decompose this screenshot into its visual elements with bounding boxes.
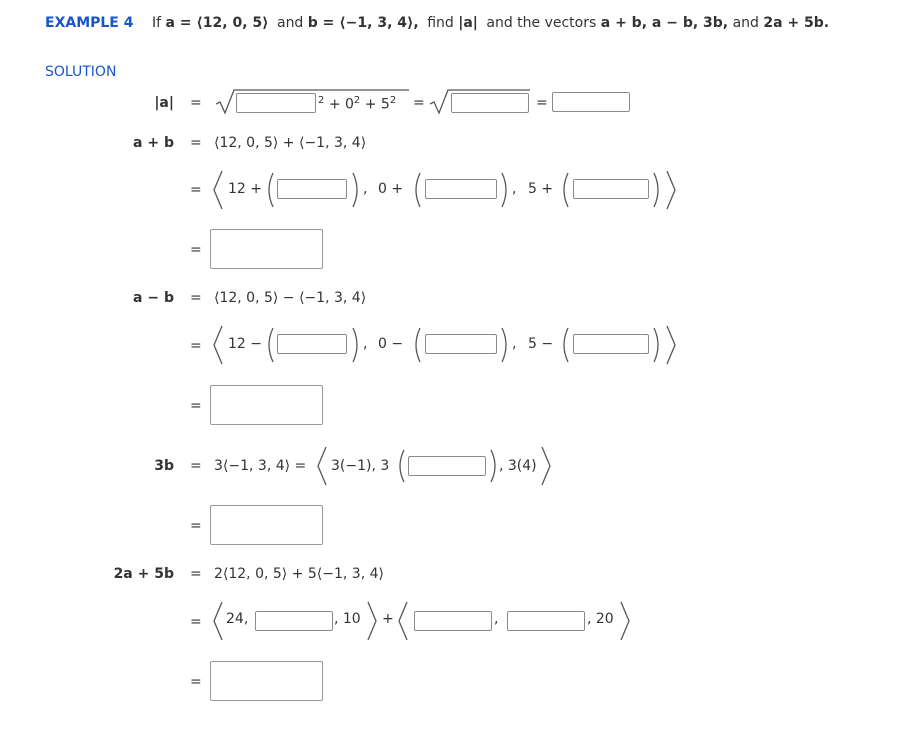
equals-sign: = (190, 518, 202, 534)
equals-sign: = (190, 95, 202, 111)
problem-prefix: If (151, 15, 161, 31)
comma: , (363, 336, 368, 352)
comma: , (512, 181, 517, 197)
left-paren (560, 172, 570, 208)
right-paren (652, 327, 662, 363)
three-b-part-2: , 3(4) (499, 458, 537, 474)
left-angle-bracket (212, 325, 224, 365)
left-angle-bracket (397, 601, 409, 641)
left-paren (265, 172, 275, 208)
norm-answer-box-3[interactable] (552, 92, 630, 112)
norm-a-text: |a| (458, 15, 478, 31)
plus-sign: + (382, 611, 394, 627)
a-minus-b-box-3[interactable] (573, 334, 649, 354)
right-angle-bracket (619, 601, 631, 641)
comma: , (512, 336, 517, 352)
two-a-five-b-expression: 2⟨12, 0, 5⟩ + 5⟨−1, 3, 4⟩ (214, 566, 384, 582)
equals-sign: = (190, 338, 202, 354)
equals-sign: = (190, 614, 202, 630)
a-plus-b-box-2[interactable] (425, 179, 497, 199)
right-angle-bracket (665, 325, 677, 365)
equals-sign-3: = (536, 95, 548, 111)
left-paren (560, 327, 570, 363)
equals-sign-2: = (413, 95, 425, 111)
three-b-part-1: 3(−1), 3 (331, 458, 390, 474)
equals-sign: = (190, 242, 202, 258)
norm-answer-box-2[interactable] (451, 93, 529, 113)
left-paren (412, 172, 422, 208)
a-plus-b-box-3[interactable] (573, 179, 649, 199)
right-paren (351, 327, 361, 363)
equals-sign: = (190, 182, 202, 198)
equals-sign: = (190, 674, 202, 690)
right-paren (500, 327, 510, 363)
right-angle-bracket (366, 601, 378, 641)
a-minus-b-expression: ⟨12, 0, 5⟩ − ⟨−1, 3, 4⟩ (214, 290, 367, 306)
right-angle-bracket (665, 170, 677, 210)
right-paren (489, 449, 499, 483)
three-b-label: 3b (154, 458, 174, 474)
right-paren (500, 172, 510, 208)
component-3-text: 5 + (528, 181, 554, 197)
left-angle-bracket (212, 601, 224, 641)
a-minus-b-result-box[interactable] (210, 385, 323, 425)
two-a-five-b-result-box[interactable] (210, 661, 323, 701)
and-text: and (276, 15, 304, 31)
left-paren (412, 327, 422, 363)
two-a-five-b-label: 2a + 5b (113, 566, 174, 582)
vector-2a-last: , 10 (334, 611, 361, 627)
norm-sum-text: $^2 + 0^2 + 5^2$ (318, 95, 397, 113)
left-paren (396, 449, 406, 483)
a-plus-b-label: a + b (133, 135, 174, 151)
norm-answer-box-1[interactable] (236, 93, 316, 113)
solution-label: SOLUTION (45, 64, 117, 80)
three-b-box[interactable] (408, 456, 486, 476)
comma: , (494, 611, 499, 627)
equals-sign: = (190, 135, 202, 151)
a-minus-b-box-2[interactable] (425, 334, 497, 354)
equals-sign: = (190, 398, 202, 414)
comma: , (363, 181, 368, 197)
vector-2a-first: 24, (226, 611, 249, 627)
a-plus-b-box-1[interactable] (277, 179, 347, 199)
vectors-text: and the vectors (486, 15, 597, 31)
norm-label: |a| (154, 95, 174, 111)
b-definition: b = ⟨−1, 3, 4⟩, (307, 15, 419, 31)
component-1-text: 12 + (228, 181, 262, 197)
component-1-text: 12 − (228, 336, 262, 352)
right-paren (351, 172, 361, 208)
and-text-2: and (732, 15, 759, 31)
a-minus-b-label: a − b (133, 290, 174, 306)
left-paren (265, 327, 275, 363)
example-label: EXAMPLE 4 (45, 15, 134, 31)
a-definition: a = ⟨12, 0, 5⟩ (165, 15, 269, 31)
right-paren (652, 172, 662, 208)
a-plus-b-result-box[interactable] (210, 229, 323, 269)
vector-5b-last: , 20 (587, 611, 614, 627)
a-plus-b-expression: ⟨12, 0, 5⟩ + ⟨−1, 3, 4⟩ (214, 135, 367, 151)
problem-statement (45, 15, 829, 31)
find-text: find (427, 15, 454, 31)
equals-sign: = (190, 290, 202, 306)
right-angle-bracket (540, 446, 552, 486)
three-b-expression: 3⟨−1, 3, 4⟩ = (214, 458, 307, 474)
left-angle-bracket (212, 170, 224, 210)
three-b-result-box[interactable] (210, 505, 323, 545)
equals-sign: = (190, 458, 202, 474)
a-minus-b-box-1[interactable] (277, 334, 347, 354)
component-2-text: 0 + (378, 181, 404, 197)
vector-list: a + b, a − b, 3b, (600, 15, 729, 31)
two-a-box[interactable] (255, 611, 333, 631)
component-3-text: 5 − (528, 336, 554, 352)
last-vector: 2a + 5b. (763, 15, 830, 31)
left-angle-bracket (316, 446, 328, 486)
five-b-box-2[interactable] (507, 611, 585, 631)
component-2-text: 0 − (378, 336, 404, 352)
equals-sign: = (190, 566, 202, 582)
five-b-box-1[interactable] (414, 611, 492, 631)
